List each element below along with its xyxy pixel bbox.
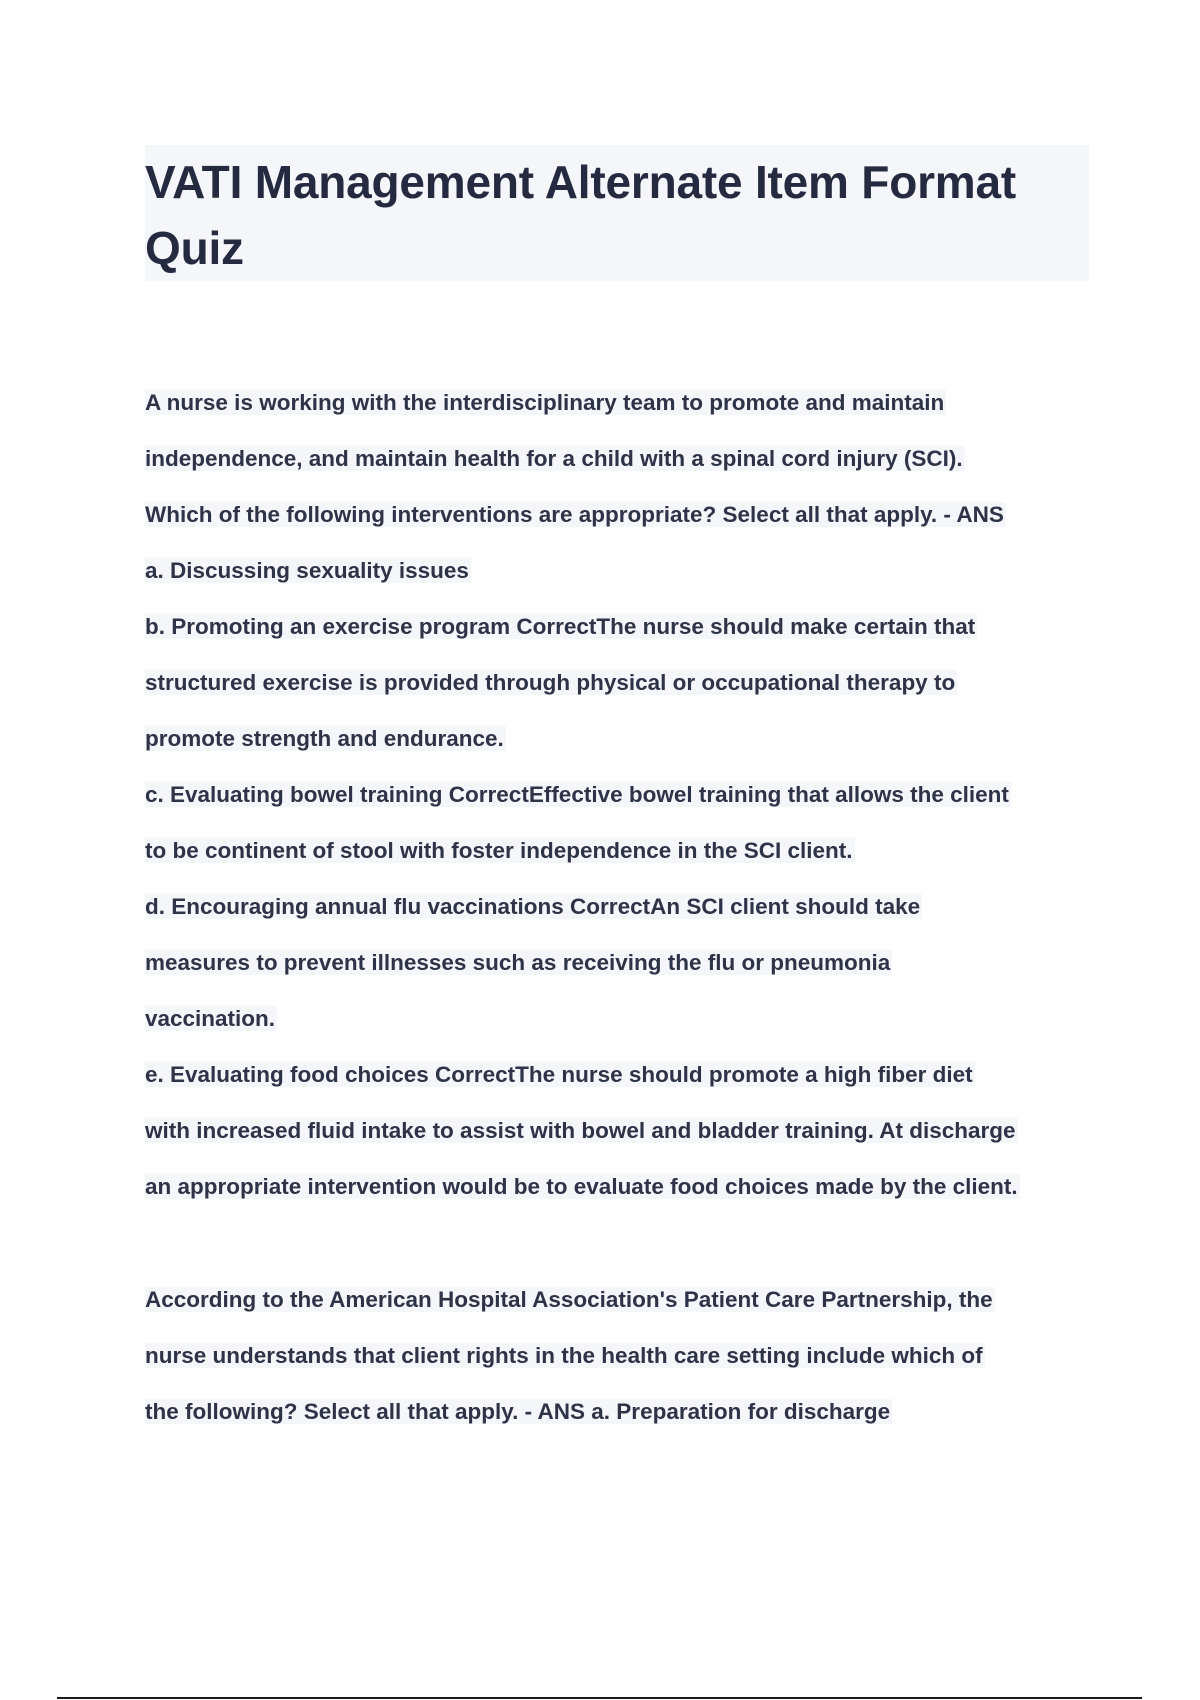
answer-option-b: b. Promoting an exercise program CorrectThe nurse should make certain that	[145, 614, 976, 639]
answer-option-b-rationale: promote strength and endurance.	[145, 726, 504, 751]
question-1-line: independence, and maintain health for a child with a spinal cord injury (SCI).	[145, 446, 963, 471]
question-2-line: According to the American Hospital Association's Patient Care Partnership, the	[145, 1287, 993, 1312]
answer-option-c-rationale: to be continent of stool with foster independence in the SCI client.	[145, 838, 853, 863]
question-1-line: A nurse is working with the interdisciplinary team to promote and maintain	[145, 390, 945, 415]
document-body	[145, 375, 1095, 1440]
question-1-line: Which of the following interventions are appropriate? Select all that apply. - ANS	[145, 502, 1004, 527]
question-2-line: the following? Select all that apply. - ANS a. Preparation for discharge	[145, 1399, 891, 1424]
answer-option-d-rationale: measures to prevent illnesses such as receiving the flu or pneumonia	[145, 950, 891, 975]
answer-option-a: a. Discussing sexuality issues	[145, 558, 469, 583]
question-1	[145, 375, 1095, 1215]
answer-option-e-rationale: an appropriate intervention would be to evaluate food choices made by the client.	[145, 1174, 1018, 1199]
document-title: VATI Management Alternate Item Format Quiz	[145, 156, 1017, 274]
answer-option-d: d. Encouraging annual flu vaccinations CorrectAn SCI client should take	[145, 894, 921, 919]
answer-option-e: e. Evaluating food choices CorrectThe nurse should promote a high fiber diet	[145, 1062, 973, 1087]
answer-option-d-rationale: vaccination.	[145, 1006, 276, 1031]
question-2-line: nurse understands that client rights in the health care setting include which of	[145, 1343, 983, 1368]
answer-option-c: c. Evaluating bowel training CorrectEffective bowel training that allows the client	[145, 782, 1009, 807]
page-bottom-rule	[57, 1697, 1142, 1699]
answer-option-e-rationale: with increased fluid intake to assist with bowel and bladder training. At discharge	[145, 1118, 1016, 1143]
title-band	[145, 145, 1089, 281]
question-2	[145, 1272, 1095, 1440]
answer-option-b-rationale: structured exercise is provided through physical or occupational therapy to	[145, 670, 956, 695]
question-separator	[145, 1215, 1095, 1272]
